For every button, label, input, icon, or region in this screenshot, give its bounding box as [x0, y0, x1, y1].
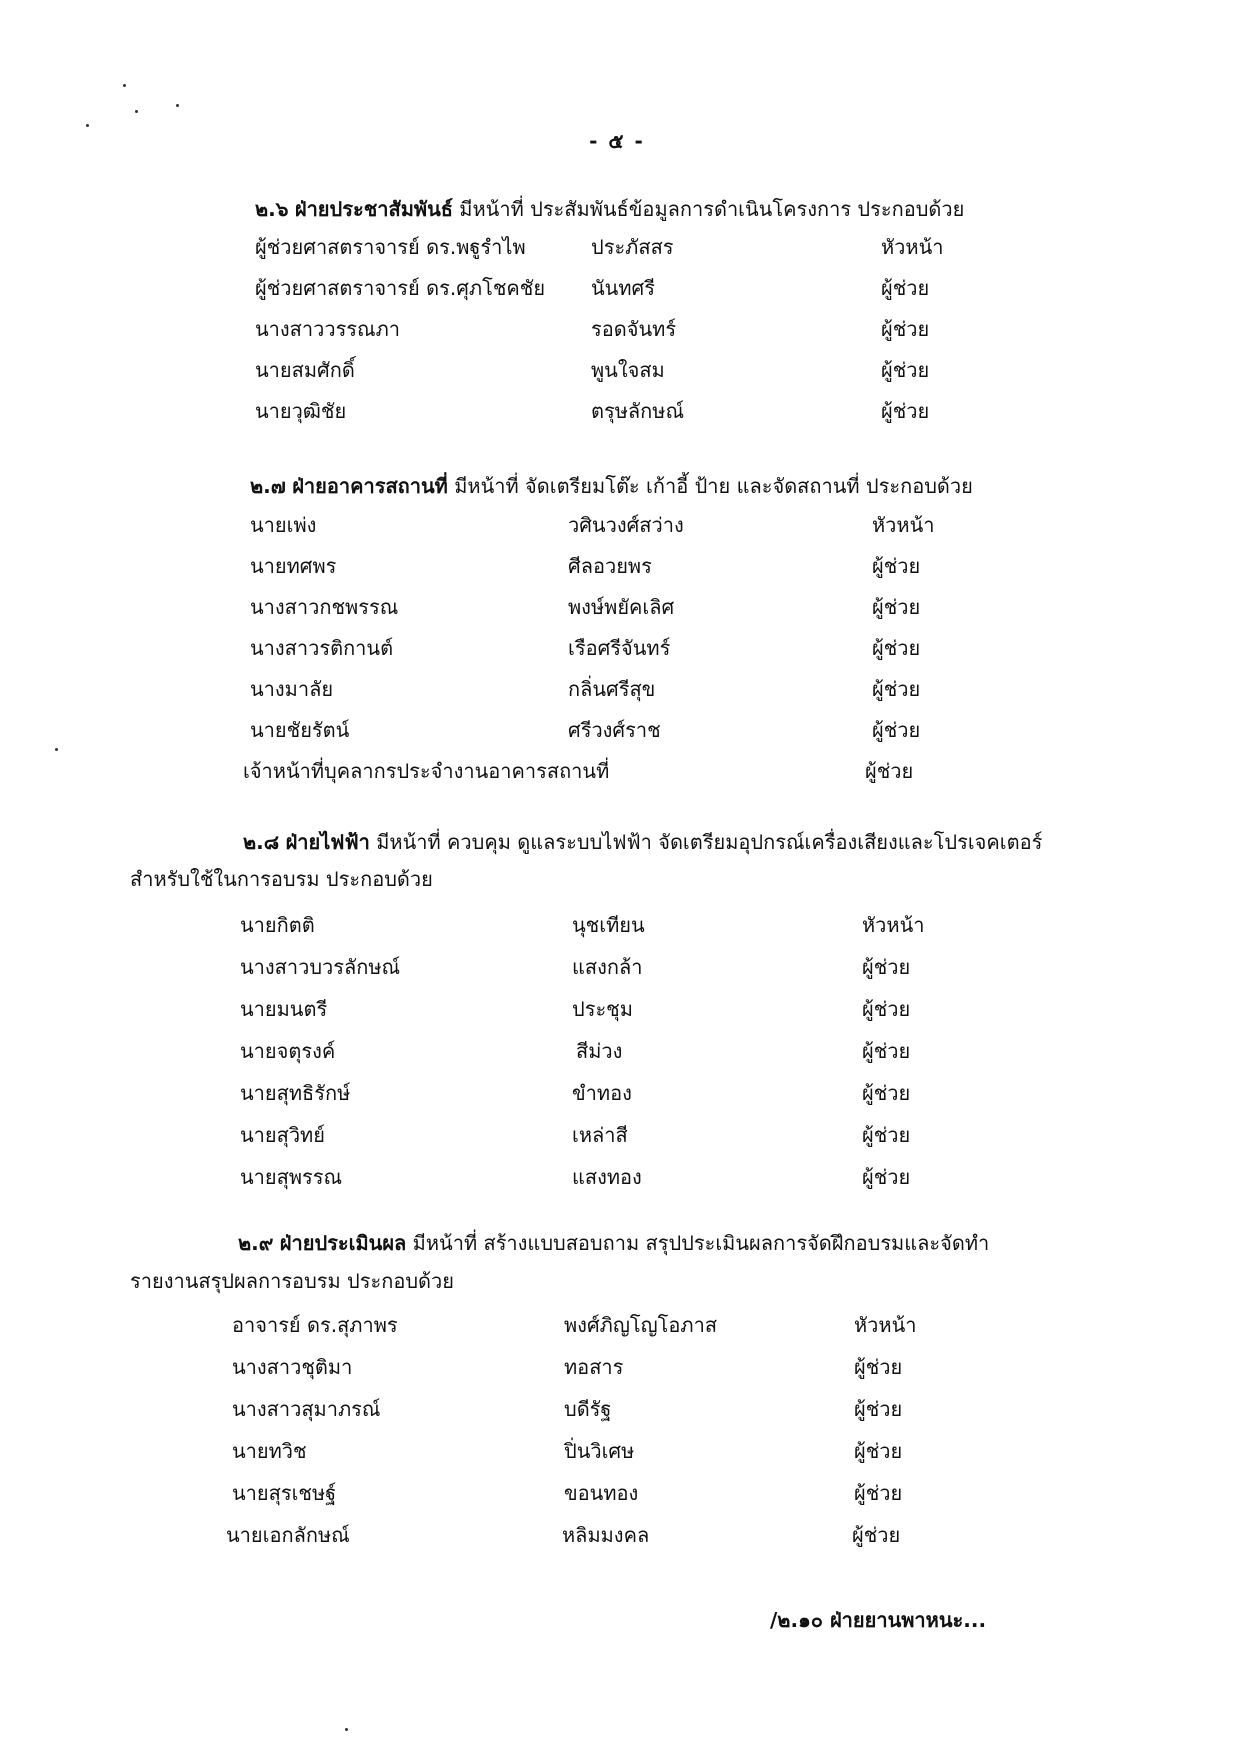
member-last-name: ทอสาร — [564, 1355, 624, 1379]
member-role: ผู้ช่วย — [865, 759, 914, 783]
member-role: ผู้ช่วย — [881, 399, 930, 423]
member-last-name: ประภัสสร — [591, 235, 674, 259]
member-last-name: ศรีวงศ์ราช — [568, 718, 661, 742]
member-role: ผู้ช่วย — [872, 595, 921, 619]
member-last-name: บดีรัฐ — [564, 1397, 612, 1421]
member-first-name: นางสาววรรณภา — [255, 317, 401, 341]
section-duty-continued: สำหรับใช้ในการอบรม ประกอบด้วย — [130, 867, 433, 891]
member-first-name: นายจตุรงค์ — [240, 1039, 336, 1063]
member-first-name: เจ้าหน้าที่บุคลากรประจำงานอาคารสถานที่ — [243, 759, 610, 783]
member-role: ผู้ช่วย — [854, 1439, 903, 1463]
member-last-name: เหล่าสี — [572, 1123, 628, 1147]
member-last-name: แสงทอง — [572, 1165, 642, 1189]
section-duty: มีหน้าที่ ประสัมพันธ์ข้อมูลการดำเนินโครงการ ประกอบด้วย — [452, 197, 965, 221]
member-last-name: นันทศรี — [591, 276, 655, 300]
member-role: ผู้ช่วย — [872, 636, 921, 660]
member-last-name: สีม่วง — [576, 1039, 623, 1063]
section-heading — [255, 196, 964, 222]
member-role: ผู้ช่วย — [852, 1523, 901, 1547]
section-title: ฝ่ายประชาสัมพันธ์ — [294, 197, 453, 221]
member-role: ผู้ช่วย — [872, 554, 921, 578]
member-first-name: อาจารย์ ดร.สุภาพร — [232, 1313, 398, 1337]
member-last-name: ศีลอวยพร — [568, 554, 652, 578]
continuation-footer: /๒.๑๐ ฝ่ายยานพาหนะ... — [770, 1608, 987, 1632]
member-first-name: นายสุรเชษฐ์ — [232, 1481, 337, 1505]
member-first-name: นายเอกลักษณ์ — [226, 1523, 350, 1547]
member-role: ผู้ช่วย — [881, 276, 930, 300]
member-last-name: นุชเทียน — [572, 913, 645, 937]
member-first-name: นายสมศักดิ์ — [255, 358, 355, 382]
member-last-name: พงศ์ภิญโญโอภาส — [564, 1313, 718, 1337]
section-title: ฝ่ายไฟฟ้า — [285, 830, 370, 854]
member-first-name: ผู้ช่วยศาสตราจารย์ ดร.พฐูรำไพ — [255, 235, 526, 259]
member-role: ผู้ช่วย — [862, 1039, 911, 1063]
member-last-name: ตรุษลักษณ์ — [591, 399, 685, 423]
member-role: ผู้ช่วย — [872, 677, 921, 701]
member-last-name: เรือศรีจันทร์ — [568, 636, 671, 660]
section-number: ๒.๖ — [255, 197, 289, 221]
member-first-name: นายสุพรรณ — [240, 1165, 343, 1189]
section-duty-continued: รายงานสรุปผลการอบรม ประกอบด้วย — [130, 1269, 454, 1293]
member-role: ผู้ช่วย — [862, 955, 911, 979]
member-last-name: ขำทอง — [572, 1081, 632, 1105]
member-first-name: นายสุทธิรักษ์ — [240, 1081, 351, 1105]
member-first-name: นางสาวกชพรรณ — [250, 595, 399, 619]
scan-speck — [123, 84, 126, 87]
section-title: ฝ่ายประเมินผล — [279, 1231, 407, 1255]
scan-speck — [86, 124, 89, 127]
section-duty: มีหน้าที่ ควบคุม ดูแลระบบไฟฟ้า จัดเตรียมอุปกรณ์เครื่องเสียงและโปรเจคเตอร์ — [369, 830, 1043, 854]
member-first-name: นางสาวบวรลักษณ์ — [240, 955, 401, 979]
member-role: ผู้ช่วย — [862, 1123, 911, 1147]
member-role: ผู้ช่วย — [862, 997, 911, 1021]
section-duty: มีหน้าที่ จัดเตรียมโต๊ะ เก้าอี้ ป้าย และจัดสถานที่ ประกอบด้วย — [447, 474, 973, 498]
member-role: หัวหน้า — [854, 1313, 917, 1337]
member-first-name: นายทศพร — [250, 554, 337, 578]
member-role: ผู้ช่วย — [854, 1355, 903, 1379]
member-last-name: พงษ์พยัคเลิศ — [568, 595, 675, 619]
section-number: ๒.๗ — [250, 474, 286, 498]
member-first-name: นางสาวชุติมา — [232, 1355, 353, 1379]
scan-speck — [345, 1728, 348, 1731]
member-role: ผู้ช่วย — [872, 718, 921, 742]
member-first-name: นางสาวสุมาภรณ์ — [232, 1397, 381, 1421]
member-role: ผู้ช่วย — [881, 317, 930, 341]
member-first-name: นายสุวิทย์ — [240, 1123, 325, 1147]
member-last-name: ประชุม — [572, 997, 633, 1021]
section-number: ๒.๙ — [238, 1231, 274, 1255]
member-first-name: นายวุฒิชัย — [255, 399, 347, 423]
member-role: หัวหน้า — [862, 913, 925, 937]
member-last-name: กลิ่นศรีสุข — [568, 677, 656, 701]
member-last-name: พูนใจสม — [591, 358, 665, 382]
member-role: ผู้ช่วย — [881, 358, 930, 382]
section-number: ๒.๘ — [243, 830, 280, 854]
member-first-name: ผู้ช่วยศาสตราจารย์ ดร.ศุภโชคชัย — [255, 276, 546, 300]
scan-speck — [176, 104, 179, 107]
section-heading — [250, 473, 973, 499]
member-first-name: นายชัยรัตน์ — [250, 718, 350, 742]
member-role: ผู้ช่วย — [854, 1397, 903, 1421]
member-last-name: รอดจันทร์ — [591, 317, 677, 341]
member-last-name: ขอนทอง — [564, 1481, 639, 1505]
member-last-name: วศินวงศ์สว่าง — [568, 513, 684, 537]
scan-speck — [135, 110, 138, 113]
section-duty: มีหน้าที่ สร้างแบบสอบถาม สรุปประเมินผลการจัดฝึกอบรมและจัดทำ — [406, 1231, 990, 1255]
member-role: ผู้ช่วย — [854, 1481, 903, 1505]
member-first-name: นายเพ่ง — [250, 513, 317, 537]
member-first-name: นางมาลัย — [250, 677, 334, 701]
section-heading — [238, 1230, 989, 1256]
section-title: ฝ่ายอาคารสถานที่ — [292, 474, 448, 498]
scan-speck — [55, 748, 58, 751]
page-number: - ๕ - — [589, 129, 645, 153]
member-role: ผู้ช่วย — [862, 1165, 911, 1189]
member-first-name: นายมนตรี — [240, 997, 328, 1021]
member-first-name: นางสาวรติกานต์ — [250, 636, 394, 660]
member-first-name: นายทวิช — [232, 1439, 307, 1463]
member-role: หัวหน้า — [872, 513, 935, 537]
member-role: หัวหน้า — [881, 235, 944, 259]
member-last-name: ปิ่นวิเศษ — [564, 1439, 635, 1463]
member-last-name: แสงกล้า — [572, 955, 643, 979]
member-first-name: นายกิตติ — [240, 913, 315, 937]
section-heading — [243, 829, 1042, 855]
member-role: ผู้ช่วย — [862, 1081, 911, 1105]
member-last-name: หลิมมงคล — [562, 1523, 650, 1547]
